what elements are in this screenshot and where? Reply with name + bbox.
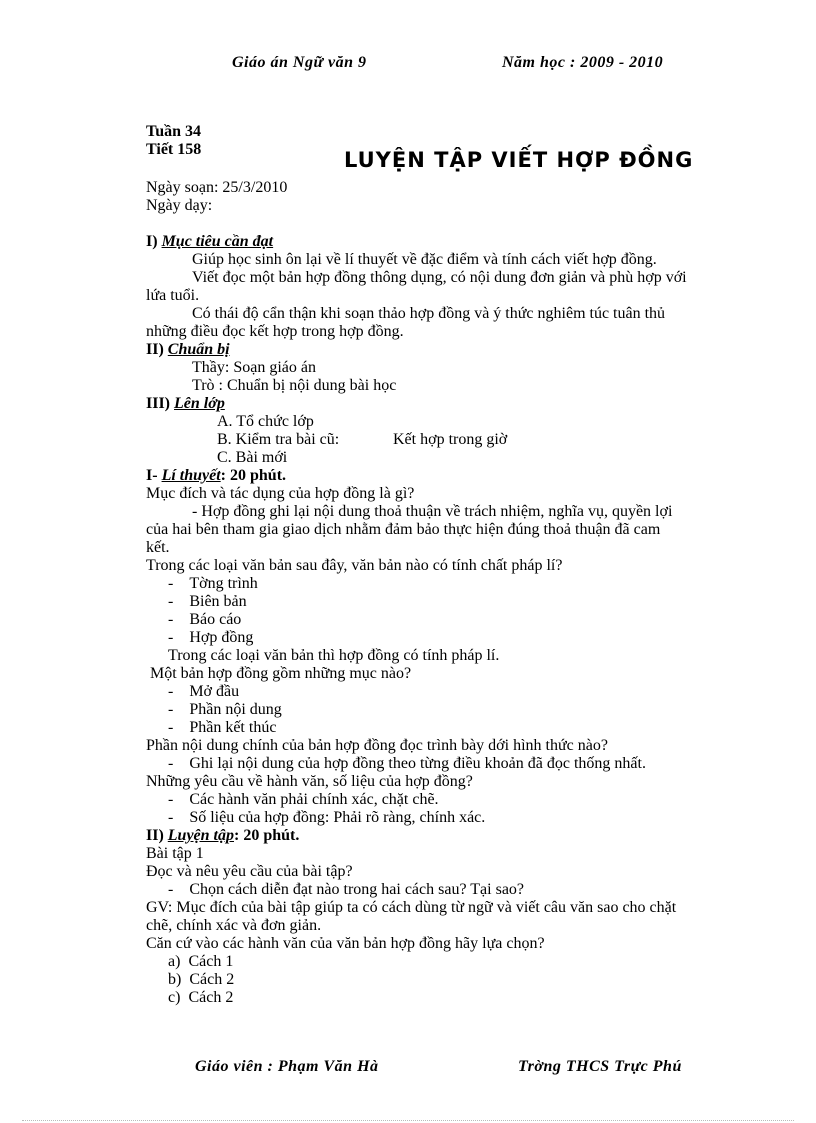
list-item: - Hợp đồng [168,629,254,646]
objective-2-line1: Viết đọc một bản hợp đồng thông dụng, có nội dung đơn giản và phù hợp với [192,269,687,286]
teach-date: Ngày dạy: [146,197,213,214]
objective-3-line1: Có thái độ cẩn thận khi soạn thảo hợp đồng và ý thức nghiêm túc tuân thủ [192,305,666,322]
choice-item: a) Cách 1 [168,953,234,970]
week: Tuần 34 [146,123,201,140]
list-item: - Các hành văn phải chính xác, chặt chẽ. [168,791,439,808]
section-prep-heading: II) Chuẩn bị [146,341,230,358]
page-title: LUYỆN TẬP VIẾT HỢP ĐỒNG [344,148,694,172]
section-objectives-heading: I) Mục tiêu cần đạt [146,233,274,250]
choice-item: b) Cách 2 [168,971,235,988]
header-left: Giáo án Ngữ văn 9 [232,54,367,71]
list-item: - Tờng trình [168,575,258,592]
theory-q1: Mục đích và tác dụng của hợp đồng là gì? [146,485,415,502]
theory-q5: Những yêu cầu về hành văn, số liệu của hợp đồng? [146,773,473,790]
practice-gv-line1: GV: Mục đích của bài tập giúp ta có cách dùng từ ngữ và viết câu văn sao cho chặt [146,899,677,916]
exercise-title: Bài tập 1 [146,845,204,862]
list-item: - Phần kết thúc [168,719,277,736]
header-right: Năm học : 2009 - 2010 [502,54,664,71]
practice-q1: Đọc và nêu yêu cầu của bài tập? [146,863,353,880]
objective-2-line2: lứa tuổi. [146,287,200,304]
step-a: A. Tổ chức lớp [217,413,314,430]
theory-q3: Một bản hợp đồng gồm những mục nào? [150,665,412,682]
practice-q2: Căn cứ vào các hành văn của văn bản hợp đồng hãy lựa chọn? [146,935,545,952]
list-item: - Số liệu của hợp đồng: Phải rõ ràng, chính xác. [168,809,486,826]
list-item: - Phần nội dung [168,701,282,718]
objective-3-line2: những điều đọc kết hợp trong hợp đồng. [146,323,404,340]
page-bottom-divider [22,1120,794,1121]
theory-a1-line3: kết. [146,539,170,556]
step-c: C. Bài mới [217,449,288,466]
section-class-heading: III) Lên lớp [146,395,225,412]
theory-q4: Phần nội dung chính của bản hợp đồng đọc trình bày dới hình thức nào? [146,737,608,754]
choice-item: c) Cách 2 [168,989,234,1006]
theory-a1-line1: - Hợp đồng ghi lại nội dung thoả thuận về trách nhiệm, nghĩa vụ, quyền lợi [192,503,673,520]
practice-gv-line2: chẽ, chính xác và đơn giản. [146,917,322,934]
theory-a1-line2: của hai bên tham gia giao dịch nhằm đảm bảo thực hiện đúng thoả thuận đã cam [146,521,661,538]
theory-q2: Trong các loại văn bản sau đây, văn bản nào có tính chất pháp lí? [146,557,563,574]
prep-student: Trò : Chuẩn bị nội dung bài học [192,377,397,394]
list-item: - Mở đầu [168,683,240,700]
lesson: Tiết 158 [146,141,202,158]
list-item: - Biên bản [168,593,247,610]
prep-date: Ngày soạn: 25/3/2010 [146,179,288,196]
theory-a2: Trong các loại văn bản thì hợp đồng có tính pháp lí. [168,647,500,664]
step-b-note: Kết hợp trong giờ [393,431,508,448]
objective-1: Giúp học sinh ôn lại về lí thuyết về đặc điểm và tính cách viết hợp đồng. [192,251,657,268]
prep-teacher: Thầy: Soạn giáo án [192,359,316,376]
practice-heading: II) Luyện tập: 20 phút. [146,827,300,844]
theory-heading: I- Lí thuyết: 20 phút. [146,467,287,484]
footer-teacher: Giáo viên : Phạm Văn Hà [195,1058,379,1075]
list-item: - Chọn cách diễn đạt nào trong hai cách sau? Tại sao? [168,881,525,898]
step-b: B. Kiểm tra bài cũ: [217,431,340,448]
list-item: - Ghi lại nội dung của hợp đồng theo từng điều khoản đã đọc thống nhất. [168,755,646,772]
list-item: - Báo cáo [168,611,242,628]
footer-school: Trờng THCS Trực Phú [518,1058,682,1075]
